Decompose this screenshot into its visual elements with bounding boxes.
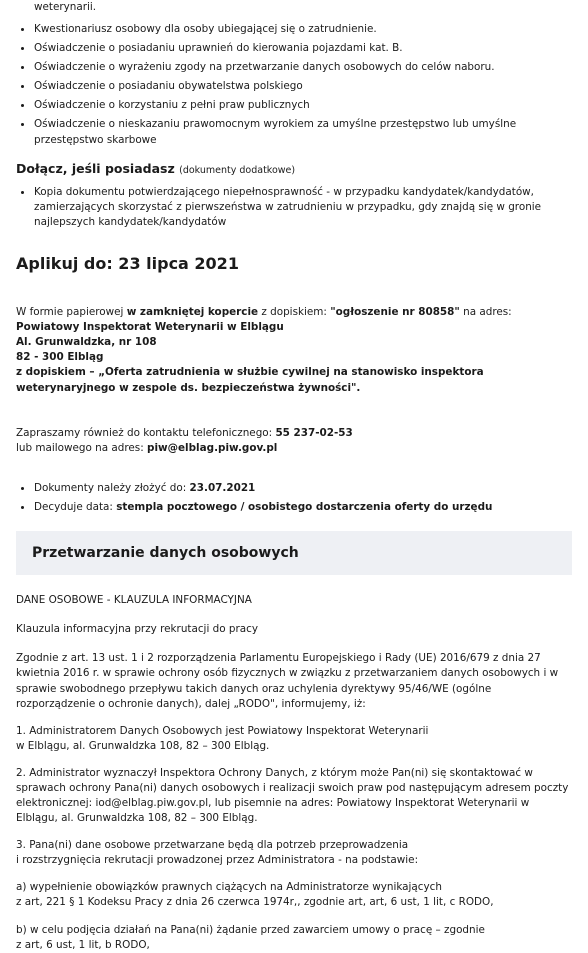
- list-item: [34, 480, 572, 496]
- privacy-point-3: [16, 838, 572, 868]
- apply-deadline-title: Aplikuj do: 23 lipca 2021: [16, 253, 239, 273]
- deadline-list: [16, 480, 572, 515]
- additional-documents-list: [16, 184, 572, 230]
- paragraph-line: 3. Pana(ni) dane osobowe przetwarzane będą dla potrzeb przeprowadzenia: [16, 839, 409, 852]
- privacy-intro: Zgodnie z art. 13 ust. 1 i 2 rozporządzenia Parlamentu Europejskiego i Rady (UE) 2016/679 z dnia 27 kwietnia 2016 r. w sprawie ochrony osób fizycznych w związku z przetwarzaniem danych osobowych i w sprawie swobodnego przepływu takich danych oraz uchylenia dyrektywy 95/46/WE (ogólne rozporządzenie o ochronie danych), dalej „RODO", informujemy, iż:: [16, 652, 559, 710]
- address-line-2: Al. Grunwaldzka, nr 108: [16, 336, 157, 349]
- phone-label: Zapraszamy również do kontaktu telefonicznego:: [16, 426, 276, 439]
- list-item: • Kwestionariusz osobowy dla osoby ubiegającej się o zatrudnienie.: [34, 21, 572, 37]
- previous-item-tail: weterynarii.: [34, 1, 97, 13]
- privacy-point-a: [16, 880, 572, 910]
- paragraph-line: z art, 221 § 1 Kodeksu Pracy z dnia 26 czerwca 1974r,, zgodnie art, art, 6 ust, 1 lit, c RODO,: [16, 896, 494, 909]
- submit-date: 23.07.2021: [189, 481, 256, 494]
- paper-text: na adres:: [459, 306, 512, 319]
- list-item: • Kopia dokumentu potwierdzającego niepełnosprawność - w przypadku kandydatek/kandydatów, zamierzających skorzystać z pierwszeństwa w zatrudnieniu w przypadku, gdy znajdą się w gronie najlepszych kandydatek/kandydatów: [34, 184, 572, 230]
- list-item: • Oświadczenie o posiadaniu obywatelstwa polskiego: [34, 78, 572, 94]
- list-item: • Oświadczenie o nieskazaniu prawomocnym wyrokiem za umyślne przestępstwo lub umyślne przestępstwo skarbowe: [34, 116, 572, 147]
- phone-number[interactable]: 55 237-02-53: [275, 426, 353, 439]
- privacy-point-b: [16, 923, 572, 953]
- submit-label: Dokumenty należy złożyć do:: [34, 481, 190, 494]
- decides-value: stempla pocztowego / osobistego dostarczenia oferty do urzędu: [116, 500, 493, 513]
- offer-number: "ogłoszenie nr 80858": [330, 306, 460, 319]
- paper-envelope: w zamkniętej kopercie: [126, 306, 259, 319]
- paragraph-line: z art, 6 ust, 1 lit, b RODO,: [16, 938, 150, 951]
- paragraph-line: w Elblągu, al. Grunwaldzka 108, 82 – 300 Elbląg.: [16, 739, 270, 752]
- decides-label: Decyduje data:: [34, 500, 117, 513]
- list-item: • Oświadczenie o korzystaniu z pełni praw publicznych: [34, 97, 572, 113]
- additional-documents-title: Dołącz, jeśli posiadasz: [16, 160, 175, 176]
- address-line-1: Powiatowy Inspektorat Weterynarii w Elblągu: [16, 321, 284, 334]
- section-header-box: [16, 531, 572, 575]
- paper-application-instructions: [16, 305, 572, 395]
- privacy-subheading: Klauzula informacyjna przy rekrutacji do pracy: [16, 623, 258, 636]
- paragraph-line: 1. Administratorem Danych Osobowych jest Powiatowy Inspektorat Weterynarii: [16, 724, 429, 737]
- list-item: • Oświadczenie o wyrażeniu zgody na przetwarzanie danych osobowych do celów naboru.: [34, 59, 572, 75]
- privacy-point-1: [16, 724, 572, 754]
- privacy-point-2: 2. Administrator wyznaczył Inspektora Ochrony Danych, z którym może Pan(ni) się skontaktować w sprawach ochrony Pana(ni) danych osobowych i realizacji swoich praw pod następującym adresem poczty elektronicznej: iod@elblag.piw.gov.pl, lub pisemnie na adres: Powiatowy Inspektorat Weterynarii w Elblągu, al. Grunwaldzka 108, 82 – 300 Elbląg.: [16, 766, 569, 825]
- section-title: Przetwarzanie danych osobowych: [32, 544, 299, 561]
- contact-info: [16, 426, 572, 456]
- email-link[interactable]: piw@elblag.piw.gov.pl: [147, 441, 278, 454]
- paper-text: z dopiskiem:: [258, 306, 331, 319]
- paper-prefix: W formie papierowej: [16, 306, 127, 319]
- list-item: [34, 499, 572, 515]
- email-label: lub mailowego na adres:: [16, 441, 148, 454]
- additional-documents-heading: [16, 160, 572, 178]
- address-line-3: 82 - 300 Elbląg: [16, 351, 104, 364]
- privacy-heading: DANE OSOBOWE - KLAUZULA INFORMACYJNA: [16, 594, 252, 607]
- paragraph-line: a) wypełnienie obowiązków prawnych ciążących na Administratorze wynikających: [16, 881, 442, 894]
- paragraph-line: b) w celu podjęcia działań na Pana(ni) żądanie przed zawarciem umowy o pracę – zgodnie: [16, 923, 485, 936]
- envelope-annotation: z dopiskiem – „Oferta zatrudnienia w służbie cywilnej na stanowisko inspektora weterynaryjnego w zespole ds. bezpieczeństwa żywności".: [16, 366, 484, 394]
- additional-documents-note: (dokumenty dodatkowe): [179, 164, 296, 176]
- requirements-list: [16, 21, 572, 148]
- paragraph-line: i rozstrzygnięcia rekrutacji prowadzonej przez Administratora - na podstawie:: [16, 854, 419, 867]
- list-item: • Oświadczenie o posiadaniu uprawnień do kierowania pojazdami kat. B.: [34, 40, 572, 56]
